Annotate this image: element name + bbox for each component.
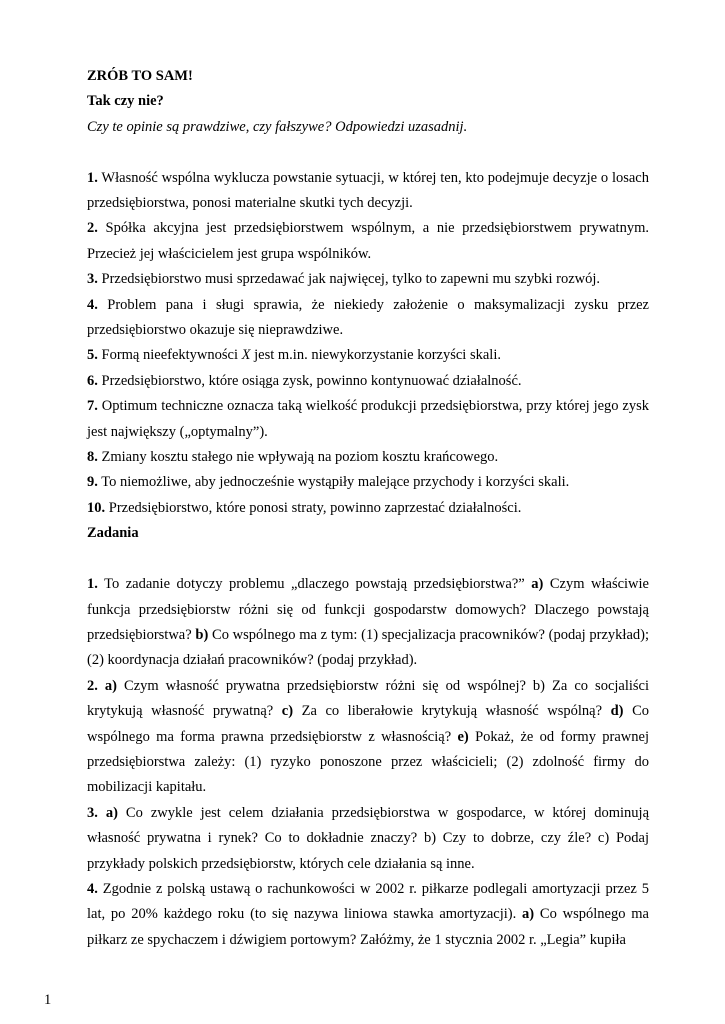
task-text: Co zwykle jest celem działania przedsiębiorstwa w gospodarce, w której dominują własność prywatna i rynek? Co to dokładnie znaczy? b) Czy to dobrze, czy źle? c) Podaj przykłady polskich przedsiębiorstw, których cele działania są inne.: [87, 804, 650, 872]
statement-text: Formą nieefektywności: [97, 347, 242, 364]
task-item: [87, 674, 649, 801]
statement-number: 1.: [87, 169, 98, 186]
statement-text: Problem pana i sługi sprawia, że niekiedy założenie o maksymalizacji zysku przez przedsiębiorstwo okazuje się nieprawdziwe.: [87, 296, 649, 339]
task-number: 4.: [87, 880, 98, 897]
statement-item: [87, 267, 649, 292]
statement-text: Przedsiębiorstwo, które ponosi straty, powinno zaprzestać działalności.: [105, 499, 522, 516]
task-text: Co wspólnego ma forma prawna przedsiębiorstw z własnością?: [87, 703, 649, 745]
task-text: Co wspólnego ma piłkarz ze spychaczem i dźwigiem portowym? Załóżmy, że 1 stycznia 2002 r. „Legia” kupiła: [87, 906, 649, 948]
statement-text: Zmiany kosztu stałego nie wpływają na poziom kosztu krańcowego.: [97, 449, 499, 466]
task-number: 1.: [87, 576, 98, 593]
statement-text: To niemożliwe, aby jednocześnie wystąpiły malejące przychody i korzyści skali.: [97, 474, 570, 491]
statement-text: Spółka akcyjna jest przedsiębiorstwem wspólnym, a nie przedsiębiorstwem prywatnym. Przecież jej właścicielem jest grupa wspólników.: [87, 220, 649, 262]
statement-item: [87, 470, 649, 495]
task-subpoint: a): [104, 677, 117, 694]
statement-number: 3.: [87, 271, 98, 288]
task-item: [87, 801, 649, 877]
statement-item: [87, 445, 649, 470]
statement-item: [87, 293, 649, 344]
statement-text: Własność wspólna wyklucza powstanie sytuacji, w której ten, kto podejmuje decyzje o losach przedsiębiorstwa, ponosi materialne skutki tych decyzji.: [87, 169, 649, 212]
statement-number: 5.: [87, 347, 98, 364]
statement-number: 10.: [87, 499, 106, 516]
statement-number: 2.: [87, 220, 98, 237]
statement-number: 9.: [87, 474, 98, 491]
task-item: [87, 572, 649, 674]
statement-item: [87, 343, 649, 368]
task-number: 2.: [87, 677, 98, 694]
statement-number: 6.: [87, 372, 98, 389]
page-title: ZRÓB TO SAM!: [87, 68, 193, 84]
statement-text: Przedsiębiorstwo, które osiąga zysk, powinno kontynuować działalność.: [97, 372, 522, 389]
instruction-text: Czy te opinie są prawdziwe, czy fałszywe? Odpowiedzi uzasadnij.: [87, 118, 468, 135]
statement-text: jest m.in. niewykorzystanie korzyści skali.: [250, 347, 501, 364]
spacer: [87, 140, 649, 165]
task-text: Co wspólnego ma z tym: (1) specjalizacja pracowników? (podaj przykład); (2) koordynacja działań pracowników? (podaj przykład).: [87, 626, 649, 669]
task-text: Zgodnie z polską ustawą o rachunkowości w 2002 r. piłkarze podlegali amortyzacji przez 5 lat, po 20% każdego roku (to się nazywa liniowa stawka amortyzacji).: [87, 880, 649, 923]
statement-variable: X: [241, 347, 251, 364]
task-subpoint: a): [105, 804, 118, 821]
task-text: Za co liberałowie krytykują własność wspólną?: [293, 703, 611, 720]
statement-item: [87, 369, 649, 394]
document-page: [87, 64, 649, 953]
task-subpoint: c): [281, 703, 294, 720]
task-subpoint: b): [195, 626, 209, 643]
task-subpoint: a): [531, 576, 544, 593]
task-item: [87, 877, 649, 953]
page-number: 1: [44, 992, 52, 1008]
task-subpoint: a): [522, 906, 535, 923]
task-text: Pokaż, że od formy prawnej przedsiębiorstwa zależy: (1) ryzyko ponoszone przez właścicieli; (2) zdolność firmy do mobilizacji kapitału.: [87, 728, 649, 796]
statement-item: [87, 394, 649, 445]
task-number: 3.: [87, 804, 98, 821]
statement-number: 4.: [87, 296, 98, 313]
task-text: Czym właściwie funkcja przedsiębiorstw różni się od funkcji gospodarstw domowych? Dlaczego powstają przedsiębiorstwa?: [87, 576, 649, 643]
statement-item: [87, 166, 649, 217]
statement-text: Przedsiębiorstwo musi sprzedawać jak najwięcej, tylko to zapewni mu szybki rozwój.: [97, 271, 601, 288]
section-subtitle: Tak czy nie?: [87, 93, 164, 110]
statement-text: Optimum techniczne oznacza taką wielkość produkcji przedsiębiorstwa, przy której jego zysk jest największy („optymalny”).: [87, 398, 649, 440]
task-text: Czym własność prywatna przedsiębiorstw różni się od wspólnej? b) Za co socjaliści krytykują własność prywatną?: [87, 677, 650, 720]
statement-number: 7.: [87, 398, 98, 415]
tasks-heading: Zadania: [87, 525, 139, 542]
statement-number: 8.: [87, 449, 98, 466]
task-subpoint: e): [457, 728, 469, 745]
statement-item: [87, 216, 649, 267]
task-text: To zadanie dotyczy problemu „dlaczego powstają przedsiębiorstwa?”: [97, 576, 532, 593]
statement-item: [87, 496, 649, 521]
task-subpoint: d): [610, 703, 624, 720]
